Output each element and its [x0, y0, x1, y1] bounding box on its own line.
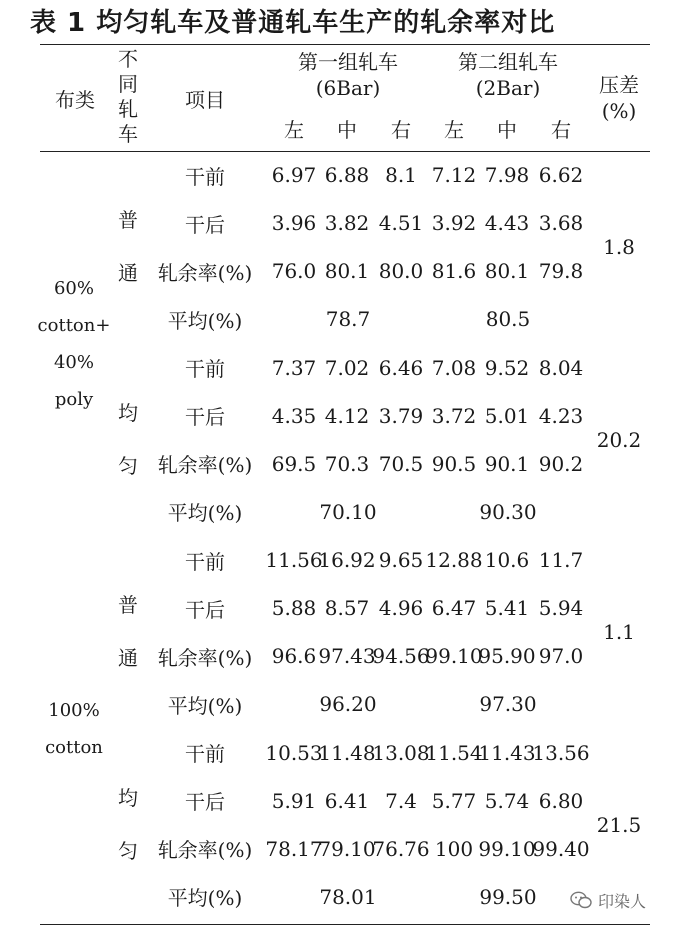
- value-cell: 7.98: [484, 163, 530, 188]
- pressure-diff-value: 21.5: [596, 812, 642, 837]
- header-side-center-2: 中: [497, 117, 517, 142]
- header-group2: 第二组轧车 (2Bar): [458, 50, 558, 100]
- value-cell: 3.92: [431, 211, 477, 236]
- value-cell: 8.04: [538, 355, 584, 380]
- pressure-diff-value: 20.2: [596, 427, 642, 452]
- header-group1: 第一组轧车 (6Bar): [298, 50, 398, 100]
- value-cell: 7.08: [431, 355, 477, 380]
- value-cell: 3.72: [431, 403, 477, 428]
- row-item: 平均(%): [167, 886, 243, 911]
- value-cell: 6.41: [324, 788, 370, 813]
- fabric-label: [37, 151, 111, 536]
- value-cell: 5.74: [484, 788, 530, 813]
- row-item: 干后: [185, 405, 225, 430]
- fabric-label: [40, 536, 108, 921]
- row-item: 平均(%): [167, 308, 243, 333]
- value-cell: 6.47: [431, 596, 477, 621]
- row-item: 轧余率(%): [157, 260, 253, 285]
- group1-average: 78.01: [319, 884, 377, 909]
- value-cell: 99.10: [425, 644, 483, 669]
- value-cell: 96.6: [271, 644, 317, 669]
- header-side-left-2: 左: [444, 117, 464, 142]
- value-cell: 12.88: [425, 548, 483, 573]
- fabric-line: 40%: [53, 351, 94, 373]
- watermark-text: 印染人: [598, 891, 647, 911]
- row-item: 干后: [185, 790, 225, 815]
- value-cell: 3.68: [538, 211, 584, 236]
- fabric-line: cotton: [45, 736, 103, 758]
- value-cell: 5.01: [484, 403, 530, 428]
- value-cell: 5.91: [271, 788, 317, 813]
- group2-average: 80.5: [485, 307, 531, 332]
- value-cell: 99.10: [478, 836, 536, 861]
- roll-type-char: 普: [118, 593, 138, 618]
- roll-type-char: 普: [118, 208, 138, 233]
- header-side-right-2: 右: [551, 117, 571, 142]
- value-cell: 4.96: [378, 596, 424, 621]
- value-cell: 5.94: [538, 596, 584, 621]
- row-item: 干前: [185, 742, 225, 767]
- value-cell: 11.54: [425, 740, 483, 765]
- roll-type-label: [108, 729, 148, 922]
- value-cell: 6.97: [271, 163, 317, 188]
- table-title: 表 1 均匀轧车及普通轧车生产的轧余率对比: [30, 8, 556, 38]
- roll-type-label: [108, 344, 148, 537]
- value-cell: 90.2: [538, 451, 584, 476]
- value-cell: 4.43: [484, 211, 530, 236]
- value-cell: 76.0: [271, 259, 317, 284]
- value-cell: 7.37: [271, 355, 317, 380]
- roll-type-char: 均: [118, 400, 138, 425]
- value-cell: 13.08: [372, 740, 430, 765]
- value-cell: 94.56: [372, 644, 430, 669]
- value-cell: 79.10: [318, 836, 376, 861]
- value-cell: 6.80: [538, 788, 584, 813]
- value-cell: 70.5: [378, 451, 424, 476]
- value-cell: 70.3: [324, 451, 370, 476]
- value-cell: 7.12: [431, 163, 477, 188]
- value-cell: 90.5: [431, 451, 477, 476]
- group2-average: 90.30: [479, 499, 537, 524]
- value-cell: 3.79: [378, 403, 424, 428]
- group1-average: 70.10: [319, 499, 377, 524]
- value-cell: 5.41: [484, 596, 530, 621]
- value-cell: 4.23: [538, 403, 584, 428]
- group2-average: 99.50: [479, 884, 537, 909]
- value-cell: 100: [434, 836, 474, 861]
- value-cell: 16.92: [318, 548, 376, 573]
- fabric-line: cotton+: [37, 314, 111, 336]
- pressure-diff-value: 1.8: [603, 235, 635, 260]
- fabric-line: 60%: [53, 277, 94, 299]
- fabric-line: poly: [54, 388, 94, 410]
- value-cell: 97.0: [538, 644, 584, 669]
- value-cell: 11.56: [265, 548, 323, 573]
- top-rule: [40, 44, 650, 45]
- header-side-center-1: 中: [337, 117, 357, 142]
- value-cell: 80.1: [484, 259, 530, 284]
- value-cell: 7.02: [324, 355, 370, 380]
- value-cell: 10.6: [484, 548, 530, 573]
- value-cell: 5.77: [431, 788, 477, 813]
- value-cell: 6.62: [538, 163, 584, 188]
- value-cell: 6.88: [324, 163, 370, 188]
- value-cell: 10.53: [265, 740, 323, 765]
- row-item: 轧余率(%): [157, 453, 253, 478]
- value-cell: 7.4: [385, 788, 417, 813]
- value-cell: 97.43: [318, 644, 376, 669]
- value-cell: 5.88: [271, 596, 317, 621]
- value-cell: 11.48: [318, 740, 376, 765]
- header-item: 项目: [185, 87, 225, 112]
- header-side-left-1: 左: [284, 117, 304, 142]
- value-cell: 4.51: [378, 211, 424, 236]
- header-side-right-1: 右: [391, 117, 411, 142]
- header-fabric: 布类: [55, 87, 95, 112]
- value-cell: 90.1: [484, 451, 530, 476]
- roll-type-label: [108, 536, 148, 729]
- fabric-line: 100%: [48, 699, 100, 721]
- value-cell: 9.52: [484, 355, 530, 380]
- header-roll-type: 不 同 轧 车: [118, 47, 138, 146]
- value-cell: 8.57: [324, 596, 370, 621]
- value-cell: 80.1: [324, 259, 370, 284]
- value-cell: 3.96: [271, 211, 317, 236]
- value-cell: 9.65: [378, 548, 424, 573]
- row-item: 平均(%): [167, 693, 243, 718]
- header-pressure-diff: 压差 (%): [599, 73, 639, 123]
- roll-type-char: 通: [118, 646, 138, 671]
- roll-type-char: 匀: [118, 838, 138, 863]
- value-cell: 11.7: [538, 548, 584, 573]
- group1-average: 78.7: [325, 307, 371, 332]
- row-item: 轧余率(%): [157, 838, 253, 863]
- value-cell: 11.43: [478, 740, 536, 765]
- value-cell: 69.5: [271, 451, 317, 476]
- row-item: 干前: [185, 357, 225, 382]
- value-cell: 79.8: [538, 259, 584, 284]
- value-cell: 81.6: [431, 259, 477, 284]
- group1-average: 96.20: [319, 692, 377, 717]
- value-cell: 80.0: [378, 259, 424, 284]
- wechat-icon: [570, 891, 592, 909]
- row-item: 干前: [185, 549, 225, 574]
- roll-type-char: 通: [118, 261, 138, 286]
- row-item: 干前: [185, 164, 225, 189]
- roll-type-char: 匀: [118, 453, 138, 478]
- value-cell: 76.76: [372, 836, 430, 861]
- value-cell: 3.82: [324, 211, 370, 236]
- row-item: 轧余率(%): [157, 645, 253, 670]
- roll-type-label: [108, 151, 148, 344]
- value-cell: 99.40: [532, 836, 590, 861]
- value-cell: 78.17: [265, 836, 323, 861]
- bottom-rule: [40, 924, 650, 925]
- value-cell: 4.35: [271, 403, 317, 428]
- value-cell: 13.56: [532, 740, 590, 765]
- roll-type-char: 均: [118, 785, 138, 810]
- value-cell: 95.90: [478, 644, 536, 669]
- group2-average: 97.30: [479, 692, 537, 717]
- value-cell: 8.1: [385, 163, 417, 188]
- row-item: 干后: [185, 212, 225, 237]
- row-item: 干后: [185, 597, 225, 622]
- row-item: 平均(%): [167, 501, 243, 526]
- value-cell: 6.46: [378, 355, 424, 380]
- pressure-diff-value: 1.1: [603, 620, 635, 645]
- watermark: [570, 886, 668, 914]
- value-cell: 4.12: [324, 403, 370, 428]
